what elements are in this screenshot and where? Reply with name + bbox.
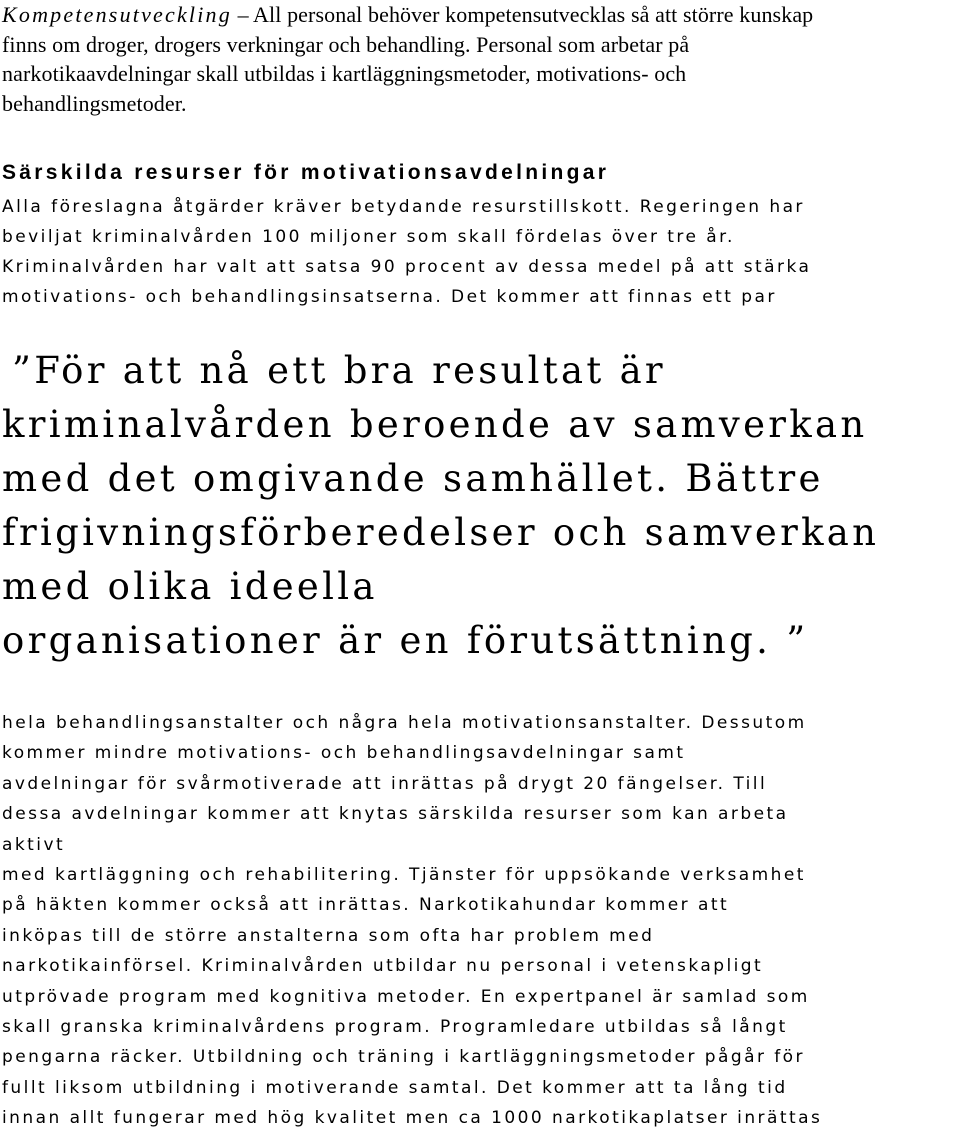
paragraph-line: dessa avdelningar kommer att knytas särskilda resurser som kan arbeta bbox=[2, 804, 789, 825]
paragraph-line: inköpas till de större anstalterna som ofta har problem med bbox=[2, 925, 655, 946]
section-heading: Särskilda resurser för motivationsavdelningar bbox=[2, 161, 610, 184]
pull-quote bbox=[2, 344, 960, 668]
pull-quote-line bbox=[2, 614, 960, 668]
pull-quote-line: med olika ideella bbox=[2, 565, 378, 608]
paragraph-line: kommer mindre motivations- och behandlingsavdelningar samt bbox=[2, 743, 686, 764]
body-paragraph-1 bbox=[2, 192, 960, 312]
intro-line: narkotikaavdelningar skall utbildas i kartläggningsmetoder, motivations- och bbox=[2, 61, 687, 86]
intro-line-1-rest: – All personal behöver kompetensutvecklas så att större kunskap bbox=[231, 2, 814, 27]
paragraph-line: skall granska kriminalvårdens program. Programledare utbildas så långt bbox=[2, 1017, 788, 1038]
intro-line bbox=[2, 0, 960, 30]
paragraph-line: narkotikainförsel. Kriminalvården utbildar nu personal i vetenskapligt bbox=[2, 956, 764, 977]
paragraph-line: beviljat kriminalvården 100 miljoner som skall fördelas över tre år. bbox=[2, 227, 735, 247]
pull-quote-line bbox=[2, 344, 960, 398]
quote-open-mark: ” bbox=[12, 349, 35, 392]
pull-quote-text: organisationer är en förutsättning. bbox=[2, 619, 772, 662]
paragraph-line: utprövade program med kognitiva metoder. En expertpanel är samlad som bbox=[2, 986, 810, 1007]
pull-quote-line: kriminalvården beroende av samverkan bbox=[2, 403, 868, 446]
paragraph-line: innan allt fungerar med hög kvalitet men ca 1000 narkotikaplatser inrättas bbox=[2, 1108, 823, 1129]
paragraph-line: motivations- och behandlingsinsatserna. Det kommer att finnas ett par bbox=[2, 287, 777, 307]
paragraph-line: fullt liksom utbildning i motiverande samtal. Det kommer att ta lång tid bbox=[2, 1077, 788, 1098]
paragraph-line: Kriminalvården har valt att satsa 90 procent av dessa medel på att stärka bbox=[2, 257, 812, 277]
paragraph-line: aktivt bbox=[2, 834, 66, 855]
body-paragraph-2 bbox=[2, 708, 960, 1134]
intro-paragraph bbox=[2, 0, 960, 118]
pull-quote-text: För att nå ett bra resultat är bbox=[34, 349, 666, 392]
intro-line: behandlingsmetoder. bbox=[2, 90, 187, 116]
intro-emphasis: Kompetensutveckling bbox=[2, 2, 232, 27]
intro-line: finns om droger, drogers verkningar och behandling. Personal som arbetar på bbox=[2, 31, 690, 57]
paragraph-line: pengarna räcker. Utbildning och träning i kartläggningsmetoder pågår för bbox=[2, 1047, 805, 1068]
quote-close-mark: ” bbox=[771, 619, 809, 662]
pull-quote-line: med det omgivande samhället. Bättre bbox=[2, 457, 824, 500]
paragraph-line: Alla föreslagna åtgärder kräver betydande resurstillskott. Regeringen har bbox=[2, 197, 805, 217]
pull-quote-line: frigivningsförberedelser och samverkan bbox=[2, 511, 880, 554]
paragraph-line: på häkten kommer också att inrättas. Narkotikahundar kommer att bbox=[2, 895, 730, 916]
paragraph-line: avdelningar för svårmotiverade att inrättas på drygt 20 fängelser. Till bbox=[2, 773, 768, 794]
paragraph-line: hela behandlingsanstalter och några hela motivationsanstalter. Dessutom bbox=[2, 713, 807, 733]
paragraph-line: med kartläggning och rehabilitering. Tjänster för uppsökande verksamhet bbox=[2, 865, 806, 886]
